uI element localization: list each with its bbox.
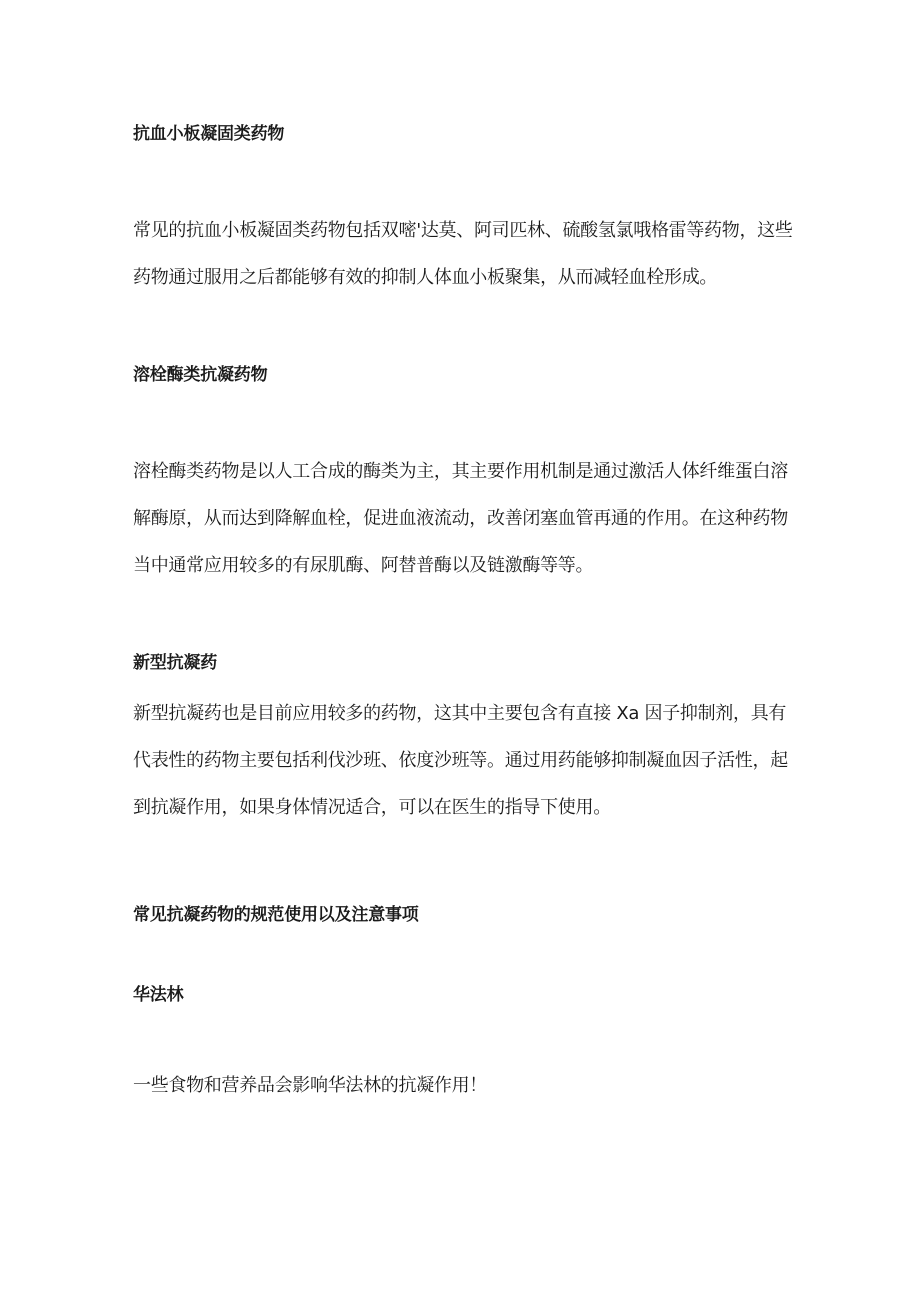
paragraph-thrombolytic: 溶栓酶类药物是以人工合成的酶类为主，其主要作用机制是通过激活人体纤维蛋白溶解酶原，从而达到降解血栓，促进血液流动，改善闭塞血管再通的作用。在这种药物当中通常应用较多的有尿肌酶、阿替普酶以及链激酶等等。 <box>133 461 788 576</box>
section-heading-usage-notes: 常见抗凝药物的规范使用以及注意事项 <box>133 905 419 925</box>
section-heading-new-anticoagulant: 新型抗凝药 <box>133 653 217 673</box>
paragraph-warfarin: 一些食物和营养品会影响华法林的抗凝作用！ <box>133 1075 487 1096</box>
section-heading-antiplatelet: 抗血小板凝固类药物 <box>133 124 285 144</box>
paragraph-antiplatelet: 常见的抗血小板凝固类药物包括双嘧'达莫、阿司匹林、硫酸氢氯哦格雷等药物，这些药物通过服用之后都能够有效的抑制人体血小板聚集，从而减轻血栓形成。 <box>133 220 793 288</box>
section-heading-thrombolytic: 溶栓酶类抗凝药物 <box>133 365 268 385</box>
paragraph-new-anticoagulant: 新型抗凝药也是目前应用较多的药物，这其中主要包含有直接 Xa 因子抑制剂，具有代表性的药物主要包括利伐沙班、依度沙班等。通过用药能够抑制凝血因子活性，起到抗凝作用，如果身体情况适合，可以在医生的指导下使用。 <box>133 703 788 818</box>
section-heading-warfarin: 华法林 <box>133 985 184 1005</box>
